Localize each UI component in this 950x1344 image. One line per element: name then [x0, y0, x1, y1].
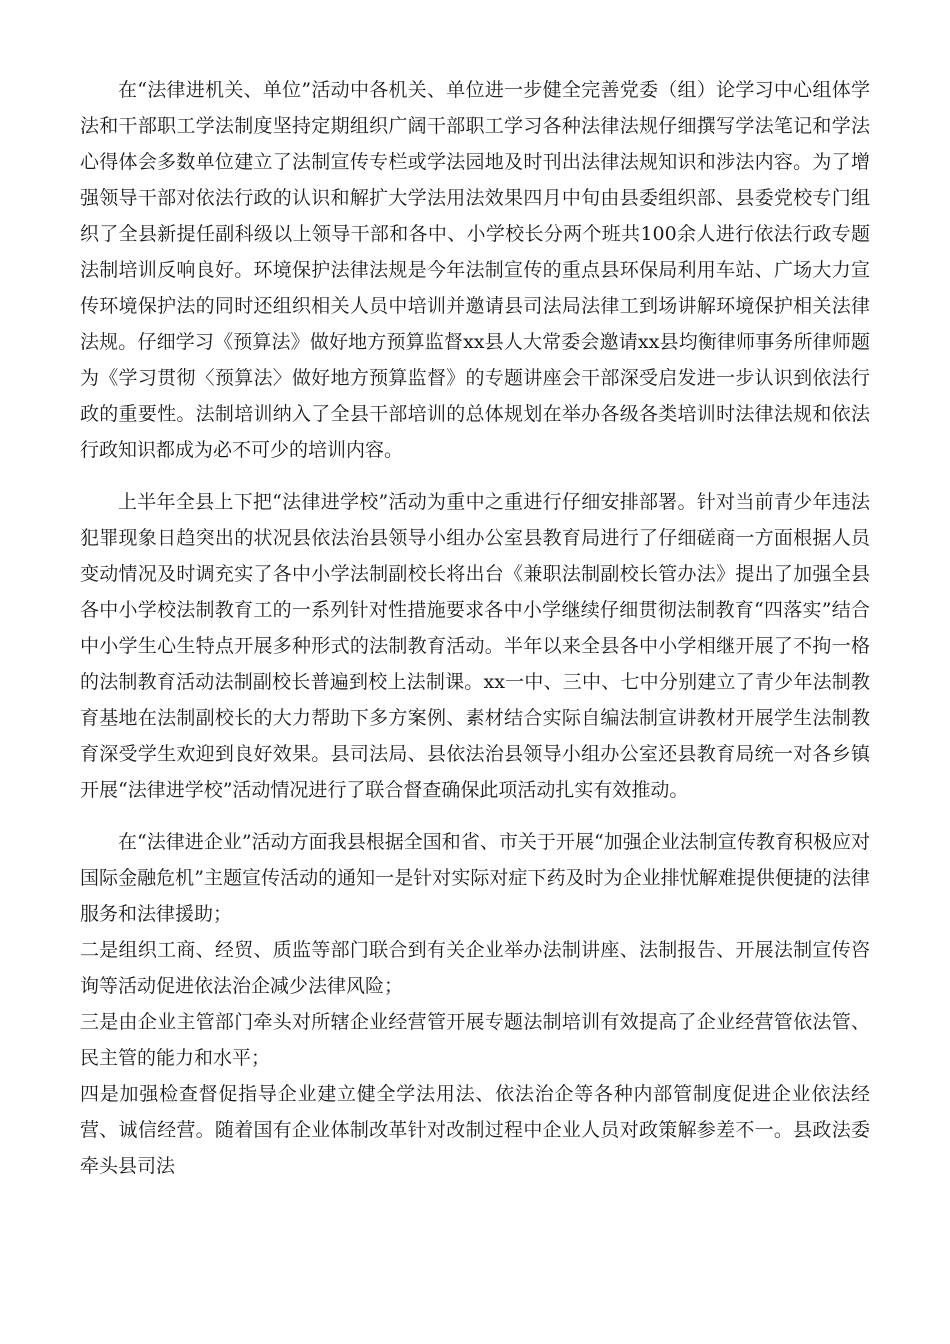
paragraph-legal-in-schools: 上半年全县上下把“法律进学校”活动为重中之重进行仔细安排部署。针对当前青少年违法犯罪现象日趋突出的状况县依法治县领导小组办公室县教育局进行了仔细磋商一方面根据人员变动情况及时调充实了各中小学法制副校长将出台《兼职法制副校长管办法》提出了加强全县各中小学校法制教育工的一系列针对性措施要求各中小学继续仔细贯彻法制教育“四落实”结合中小学生心生特点开展多种形式的法制教育活动。半年以来全县各中小学相继开展了不拘一格的法制教育活动法制副校长普遍到校上法制课。xx一中、三中、七中分别建立了青少年法制教育基地在法制副校长的大力帮助下多方案例、素材结合实际自编法制宣讲教材开展学生法制教育深受学生欢迎到良好效果。县司法局、县依法治县领导小组办公室还县教育局统一对各乡镇开展“法律进学校”活动情况进行了联合督查确保此项活动扎实有效推动。: [80, 491, 870, 801]
paragraph-legal-in-agencies: 在“法律进机关、单位”活动中各机关、单位进一步健全完善党委（组）论学习中心组体学法和干部职工学法制度坚持定期组织广阔干部职工学习各种法律法规仔细撰写学法笔记和学法心得体会多数单位建立了法制宣传专栏或学法园地及时刊出法律法规知识和涉法内容。为了增强领导干部对依法行政的认识和解扩大学法用法效果四月中旬由县委组织部、县委党校专门组织了全县新提任副科级以上领导干部和各中、小学校长分两个班共100余人进行依法行政专题法制培训反响良好。环境保护法律法规是今年法制宣传的重点县环保局利用车站、广场大力宣传环境保护法的同时还组织相关人员中培训并邀请县司法局法律工到场讲解环境保护相关法律法规。仔细学习《预算法》做好地方预算监督xx县人大常委会邀请xx县均衡律师事务所律师题为《学习贯彻〈预算法〉做好地方预算监督》的专题讲座会干部深受启发进一步认识到依法行政的重要性。法制培训纳入了全县干部培训的总体规划在举办各级各类培训时法律法规和依法行政知识都成为必不可少的培训内容。: [80, 79, 870, 461]
paragraph-legal-in-enterprises: 在“法律进企业”活动方面我县根据全国和省、市关于开展“加强企业法制宣传教育积极应对国际金融危机”主题宣传活动的通知一是针对实际对症下药及时为企业排忧解难提供便捷的法律服务和法律援助；: [80, 831, 870, 925]
document-body: [80, 72, 870, 1184]
list-item-fourth-measure: 四是加强检查督促指导企业建立健全学法用法、依法治企等各种内部管制度促进企业依法经营、诚信经营。随着国有企业体制改革针对改制过程中企业人员对政策解参差不一。县政法委牵头县司法: [80, 1083, 870, 1177]
list-item-third-measure: 三是由企业主管部门牵头对所辖企业经营管开展专题法制培训有效提高了企业经营管依法管、民主管的能力和水平；: [80, 1011, 870, 1069]
list-item-second-measure: 二是组织工商、经贸、质监等部门联合到有关企业举办法制讲座、法制报告、开展法制宣传咨询等活动促进依法治企减少法律风险；: [80, 939, 870, 997]
